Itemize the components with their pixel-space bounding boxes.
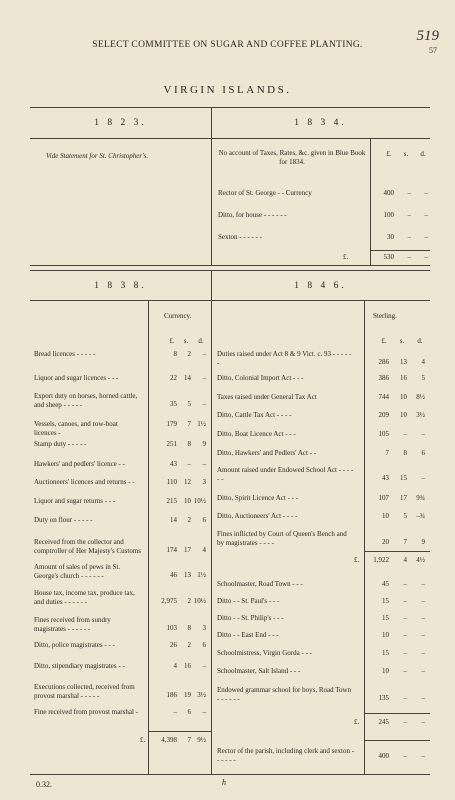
row-label: Ditto, for house - - - - - - [218, 211, 287, 219]
amount-pence: – [202, 350, 206, 358]
amount-pence: 6 [421, 449, 425, 457]
row-label: Ditto, Auctioneers' Act - - - - [217, 512, 298, 520]
amount-pence: 8½ [416, 393, 425, 401]
amount-pounds: 174 [166, 546, 177, 554]
amount-shillings: 5 [187, 400, 191, 408]
amount-pounds: 43 [382, 474, 389, 482]
row-label: Fines inflicted by Court of Queen's Bench and by magistrates - - - - [217, 530, 347, 547]
amount-pounds: 209 [378, 411, 389, 419]
row-label: Ditto, Boat Licence Act - - - [217, 430, 296, 438]
amount-unit-header: s. [183, 337, 189, 345]
amount-pounds: 100 [383, 211, 394, 219]
amount-pounds: 103 [166, 624, 177, 632]
amount-shillings: 13 [184, 571, 191, 579]
amount-pounds: 179 [166, 420, 177, 428]
currency-1846: Sterling. [373, 312, 397, 320]
amount-pounds: 10 [382, 512, 389, 520]
total-rule [148, 731, 211, 732]
row-label: Vessels, canoes, and row-boat licences - [34, 420, 118, 437]
amount-pence: –¾ [416, 512, 425, 520]
amount-shillings: – [403, 580, 407, 588]
amount-pence: 9¾ [416, 494, 425, 502]
row-label: Export duty on horses, horned cattle, and sheep - - - - - [34, 392, 138, 409]
amount-pounds: 4,398 [161, 736, 177, 744]
row-label: Duties raised under Act 8 & 9 Vict. c. 93 - - - - - - [217, 350, 352, 367]
amount-pounds: 45 [382, 580, 389, 588]
amount-pounds: 26 [170, 641, 177, 649]
amount-pence: – [421, 631, 425, 639]
year-1834: 1 8 3 4. [294, 118, 347, 128]
amount-pounds: 20 [382, 538, 389, 546]
amount-pounds: 22 [170, 374, 177, 382]
amount-pounds: 286 [378, 358, 389, 366]
amount-shillings: 17 [400, 494, 407, 502]
amount-shillings: 12 [184, 478, 191, 486]
note-1834: No account of Taxes, Rates, &c. given in Blue Book for 1834. [218, 149, 366, 166]
amount-pence: – [421, 694, 425, 702]
amount-shillings: – [187, 460, 191, 468]
amount-unit-header: d. [420, 150, 426, 158]
amount-shillings: – [403, 430, 407, 438]
amount-pence: – [202, 400, 206, 408]
amount-pounds: 30 [387, 233, 394, 241]
amount-pounds: 400 [383, 189, 394, 197]
row-label: Amount raised under Endowed School Act - - - - - - [217, 466, 354, 483]
amount-shillings: 7 [187, 420, 191, 428]
row-label: Auctioneers' licences and returns - - [34, 478, 135, 486]
amount-pence: – [421, 430, 425, 438]
amount-pounds: 107 [378, 494, 389, 502]
amount-shillings: 5 [403, 512, 407, 520]
amount-shillings: 8 [187, 624, 191, 632]
amount-shillings: 7 [403, 538, 407, 546]
amount-pounds: 15 [382, 614, 389, 622]
row-label: Ditto - - East End - - - [217, 631, 279, 639]
amount-pence: – [421, 614, 425, 622]
amount-pence: 3 [202, 624, 206, 632]
amount-pounds: – [173, 708, 177, 716]
amount-pence: – [424, 189, 428, 197]
row-label: Rector of the parish, including clerk and sexton - - - - - - [217, 747, 355, 764]
row-label: Duty on flour - - - - - [34, 516, 93, 524]
amount-pence: – [424, 211, 428, 219]
section-title: VIRGIN ISLANDS. [163, 84, 292, 96]
amount-pounds: 43 [170, 460, 177, 468]
amount-shillings: – [403, 718, 407, 726]
amount-pence: – [421, 752, 425, 760]
amount-pounds: 386 [378, 374, 389, 382]
row-label: Ditto, stipendiary magistrates - - [34, 662, 125, 670]
amount-unit-header: d. [417, 337, 423, 345]
row-label: Sexton - - - - - - [218, 233, 262, 241]
amount-shillings: 13 [400, 358, 407, 366]
amount-shillings: 15 [400, 474, 407, 482]
amount-shillings: – [407, 233, 411, 241]
year-1846: 1 8 4 6. [294, 281, 347, 291]
row-label: Ditto, police magistrates - - - [34, 641, 115, 649]
amount-pence: – [421, 474, 425, 482]
amount-pence: – [421, 718, 425, 726]
amount-pounds: 4 [173, 662, 177, 670]
row-label: Schoolmaster, Road Town - - - [217, 580, 303, 588]
row-label: Ditto, Colonial Import Act - - - [217, 374, 304, 382]
row-label: Ditto, Cattle Tax Act - - - - [217, 411, 292, 419]
amount-pence: 3½ [197, 691, 206, 699]
amount-shillings: 16 [184, 662, 191, 670]
amount-pence: 6 [202, 641, 206, 649]
row-label: Liquor and sugar licences - - - [34, 374, 119, 382]
row-label: Taxes raised under General Tax Act [217, 393, 317, 401]
row-label: Executions collected, received from provost marshal - - - - - [34, 683, 135, 700]
amount-pounds: 1,922 [373, 556, 389, 564]
amount-shillings: – [403, 649, 407, 657]
amount-pence: – [421, 580, 425, 588]
amount-pounds: 15 [382, 649, 389, 657]
amount-shillings: 14 [184, 374, 191, 382]
amount-shillings: 10 [400, 393, 407, 401]
amount-unit-header: s. [403, 150, 409, 158]
total-rule [364, 740, 430, 741]
divider-lower [211, 270, 212, 774]
amount-pence: – [202, 662, 206, 670]
amount-shillings: – [403, 752, 407, 760]
total-label: £. [140, 736, 146, 744]
amount-pence: – [424, 253, 428, 261]
amount-pence: 5 [421, 374, 425, 382]
amount-pence: – [202, 374, 206, 382]
row-label: Stamp duty - - - - - [34, 440, 87, 448]
amount-pounds: 215 [166, 497, 177, 505]
amount-pence: 4 [421, 358, 425, 366]
amount-unit-header: d. [198, 337, 204, 345]
divider-1846-amount [364, 300, 365, 774]
year-1838: 1 8 3 8. [94, 281, 147, 291]
row-label: Ditto, Hawkers' and Pedlers' Act - - [217, 449, 317, 457]
row-label: Endowed grammar school for boys, Road Town - - - - - - [217, 686, 352, 703]
rule-mid-top [30, 265, 430, 266]
amount-shillings: 10 [184, 497, 191, 505]
amount-shillings: – [403, 694, 407, 702]
amount-shillings: – [403, 614, 407, 622]
amount-pence: – [421, 597, 425, 605]
amount-pence: – [424, 233, 428, 241]
amount-shillings: – [403, 667, 407, 675]
amount-pence: – [202, 708, 206, 716]
amount-shillings: 8 [187, 440, 191, 448]
total-label: £. [343, 253, 349, 261]
row-label: Bread licences - - - - - [34, 350, 96, 358]
row-label: Schoolmaster, Salt Island - - - [217, 667, 301, 675]
running-header: SELECT COMMITTEE ON SUGAR AND COFFEE PLANTING. [92, 40, 363, 50]
rule-mid-double [30, 270, 430, 271]
amount-shillings: 10 [400, 411, 407, 419]
row-label: Fines received from sundry magistrates - - - - - - [34, 616, 111, 633]
amount-shillings: – [407, 189, 411, 197]
amount-pounds: 530 [383, 253, 394, 261]
amount-pounds: 744 [378, 393, 389, 401]
amount-shillings: 17 [184, 546, 191, 554]
amount-pence: 9 [421, 538, 425, 546]
amount-pence: 3 [202, 478, 206, 486]
amount-shillings: 6 [187, 708, 191, 716]
amount-pounds: 110 [166, 478, 177, 486]
row-label: Hawkers' and pedlers' licence - - [34, 460, 125, 468]
amount-pence: 1½ [197, 420, 206, 428]
row-label: Amount of sales of pews in St. George's church - - - - - - [34, 563, 121, 580]
amount-shillings: 2 [187, 516, 191, 524]
total-rule [370, 250, 430, 251]
amount-shillings: – [403, 597, 407, 605]
amount-pence: 9 [202, 440, 206, 448]
amount-pounds: 2,975 [161, 597, 177, 605]
amount-pence: 9½ [197, 736, 206, 744]
amount-pence: 3½ [416, 411, 425, 419]
amount-shillings: 7 [187, 736, 191, 744]
row-label: House tax, income tax, produce tax, and duties - - - - - - [34, 589, 135, 606]
amount-pounds: 105 [378, 430, 389, 438]
amount-pounds: 186 [166, 691, 177, 699]
row-label: Fine received from provost marshal - [34, 708, 138, 716]
amount-pence: – [421, 649, 425, 657]
amount-unit-header: £. [381, 337, 387, 345]
footer-mark: h [222, 778, 226, 787]
amount-pence: – [421, 667, 425, 675]
amount-pounds: 15 [382, 597, 389, 605]
row-label: Ditto, Spirit Licence Act - - - [217, 494, 299, 502]
amount-pounds: 135 [378, 694, 389, 702]
amount-pounds: 245 [378, 718, 389, 726]
divider-1834-amount [370, 138, 371, 265]
amount-pence: 10½ [193, 597, 206, 605]
amount-shillings: 2 [187, 350, 191, 358]
footer-signature: 0.32. [36, 780, 52, 789]
amount-unit-header: s. [399, 337, 405, 345]
amount-pounds: 8 [173, 350, 177, 358]
amount-pence: 4½ [416, 556, 425, 564]
printed-page-number: 57 [429, 46, 437, 55]
amount-shillings: 2 [187, 597, 191, 605]
row-label: Ditto - - St. Paul's - - - [217, 597, 280, 605]
amount-pounds: 7 [385, 449, 389, 457]
total-rule [364, 551, 430, 552]
row-label: Received from the collector and comptroller of Her Majesty's Customs [34, 538, 142, 555]
amount-pence: 4 [202, 546, 206, 554]
total-label: £. [354, 718, 360, 726]
rule-top [30, 107, 430, 108]
statement-1823: Vide Statement for St. Christopher's. [46, 152, 149, 160]
amount-unit-header: £. [386, 150, 392, 158]
amount-shillings: – [407, 253, 411, 261]
year-1823: 1 8 2 3. [94, 118, 147, 128]
amount-pounds: 400 [378, 752, 389, 760]
amount-shillings: – [403, 631, 407, 639]
divider-upper [211, 107, 212, 265]
divider-1838-amount [148, 300, 149, 774]
row-label: Ditto - - St. Philip's - - - [217, 614, 284, 622]
amount-pence: 10½ [193, 497, 206, 505]
total-rule [364, 713, 430, 714]
amount-pounds: 46 [170, 571, 177, 579]
rule-bottom [30, 774, 430, 775]
row-label: Liquor and sugar returns - - - [34, 497, 116, 505]
amount-shillings: 2 [187, 641, 191, 649]
amount-pence: – [202, 460, 206, 468]
amount-shillings: 8 [403, 449, 407, 457]
amount-unit-header: £. [169, 337, 175, 345]
amount-pounds: 35 [170, 400, 177, 408]
amount-pence: 6 [202, 516, 206, 524]
total-label: £. [354, 556, 360, 564]
amount-shillings: 4 [403, 556, 407, 564]
amount-pounds: 251 [166, 440, 177, 448]
amount-pounds: 14 [170, 516, 177, 524]
amount-shillings: – [407, 211, 411, 219]
row-label: Schoolmistress, Virgin Gorda - - - [217, 649, 312, 657]
amount-pence: 1½ [197, 571, 206, 579]
amount-pounds: 10 [382, 631, 389, 639]
rule-year-1838 [30, 300, 430, 301]
handwritten-page-number: 519 [416, 28, 439, 44]
amount-shillings: 19 [184, 691, 191, 699]
amount-pounds: 10 [382, 667, 389, 675]
amount-shillings: 16 [400, 374, 407, 382]
currency-1838: Currency. [164, 312, 192, 320]
row-label: Rector of St. George - - Currency [218, 189, 312, 197]
